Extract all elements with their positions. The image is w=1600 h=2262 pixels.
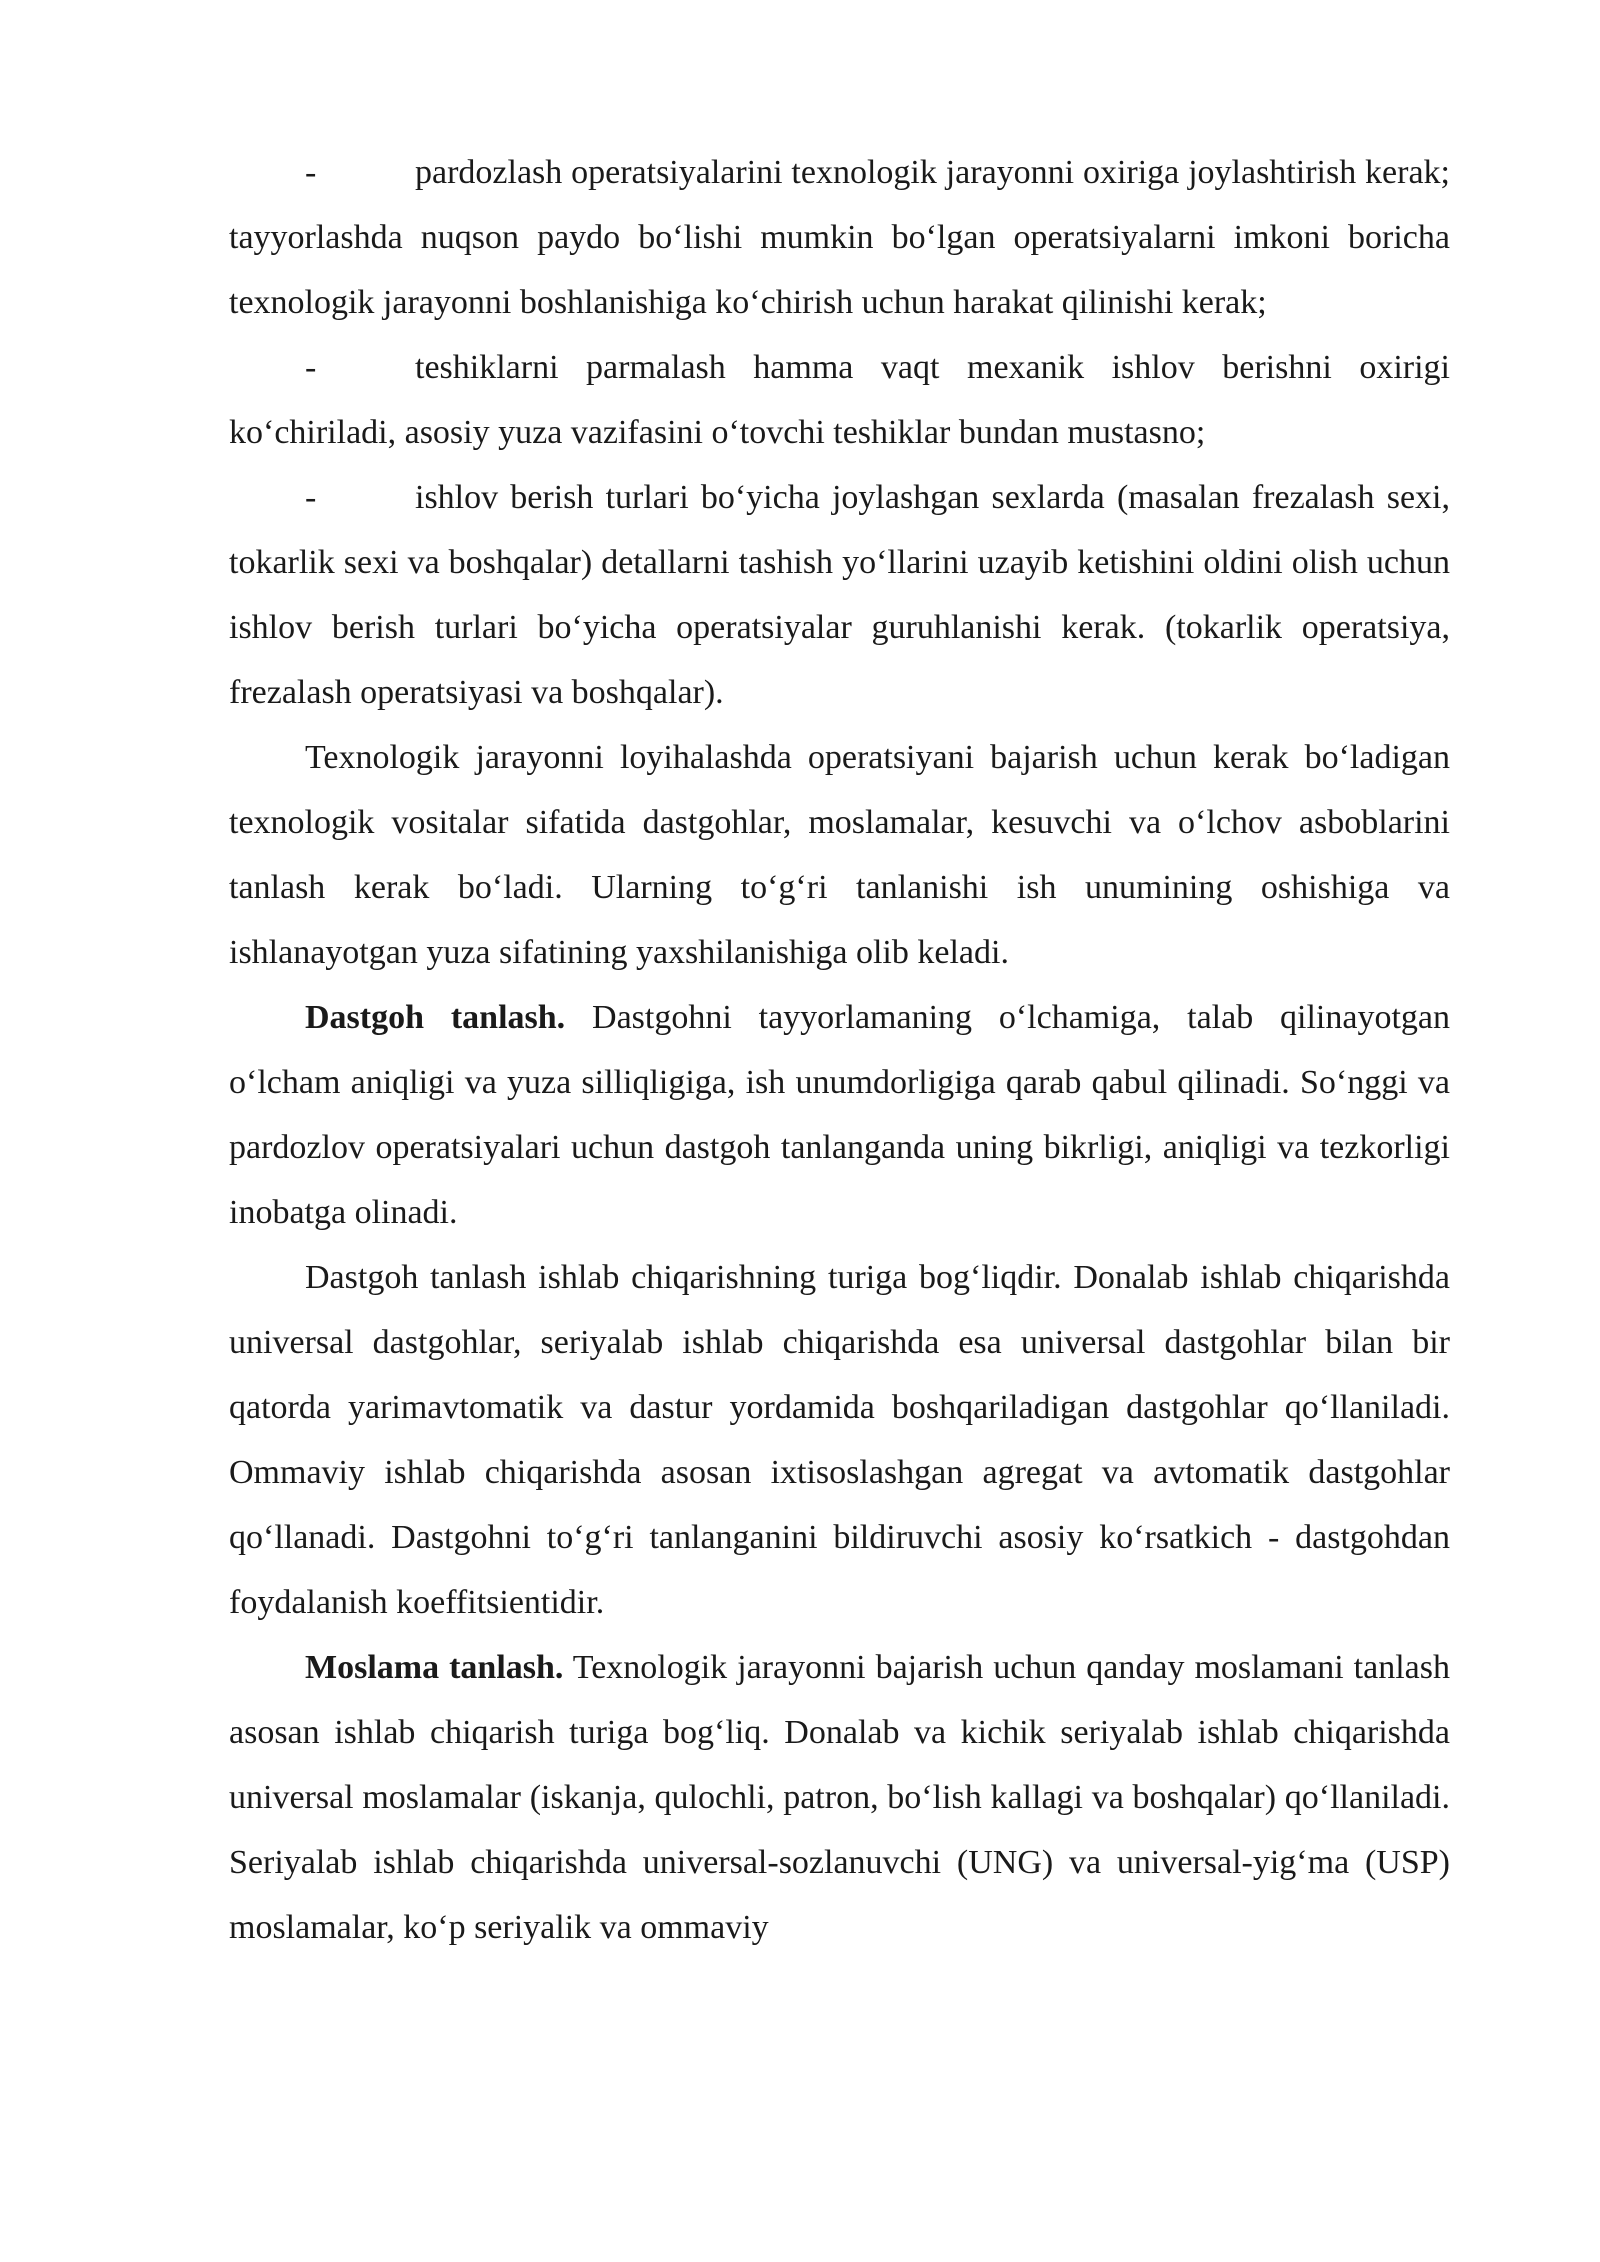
machine-selection-text: Dastgohni tayyorlamaning o‘lchamiga, talab qilinayotgan o‘lcham aniqligi va yuza silliqligiga, ish unumdorligiga qarab qabul qilinadi. So‘nggi va pardozlov operatsiyalari uchun dastgoh tanlanganda uning bikrligi, aniqligi va tezkorligi inobatga olinadi. bbox=[229, 999, 1451, 1231]
paragraph-tech-process: Texnologik jarayonni loyihalashda operatsiyani bajarish uchun kerak bo‘ladigan texnologik vositalar sifatida dastgohlar, moslamalar, kesuvchi va o‘lchov asboblarini tanlash kerak bo‘ladi. Ularning to‘g‘ri tanlanishi ish unumining oshishiga va ishlanayotgan yuza sifatining yaxshilanishiga olib keladi. bbox=[229, 739, 1450, 971]
bullet-text: teshiklarni parmalash hamma vaqt mexanik ishlov berishni oxirigi ko‘chiriladi, asosiy yuza vazifasini o‘tovchi teshiklar bundan mustasno; bbox=[229, 349, 1450, 451]
bullet-dash: - bbox=[305, 479, 317, 516]
paragraph-machine-selection bbox=[229, 985, 1450, 1245]
bullet-item-finishing bbox=[229, 140, 1450, 335]
bullet-text: ishlov berish turlari bo‘yicha joylashgan sexlarda (masalan frezalash sexi, tokarlik sexi va boshqalar) detallarni tashish yo‘llarini uzayib ketishini oldini olish uchun ishlov berish turlari bo‘yicha operatsiyalar guruhlanishi kerak. (tokarlik operatsiya, frezalash operatsiyasi va boshqalar). bbox=[229, 479, 1450, 711]
bullet-item-drilling bbox=[229, 335, 1450, 465]
machine-selection-heading: Dastgoh tanlash. bbox=[305, 999, 566, 1036]
fixture-selection-heading: Moslama tanlash. bbox=[305, 1649, 564, 1686]
fixture-selection-text: Texnologik jarayonni bajarish uchun qanday moslamani tanlash asosan ishlab chiqarish turiga bog‘liq. Donalab va kichik seriyalab ishlab chiqarishda universal moslamalar (iskanja, qulochli, patron, bo‘lish kallagi va boshqalar) qo‘llaniladi. Seriyalab ishlab chiqarishda universal-sozlanuvchi (UNG) va universal-yig‘ma (USP) moslamalar, ko‘p seriyalik va ommaviy bbox=[229, 1649, 1450, 1946]
document-page bbox=[229, 140, 1450, 1960]
bullet-dash: - bbox=[305, 154, 317, 191]
bullet-dash: - bbox=[305, 349, 317, 386]
paragraph-fixture-selection bbox=[229, 1635, 1450, 1960]
bullet-item-grouping bbox=[229, 465, 1450, 725]
paragraph-machine-dependency: Dastgoh tanlash ishlab chiqarishning turiga bog‘liqdir. Donalab ishlab chiqarishda universal dastgohlar, seriyalab ishlab chiqarishda esa universal dastgohlar bilan bir qatorda yarimavtomatik va dastur yordamida boshqariladigan dastgohlar qo‘llaniladi. Ommaviy ishlab chiqarishda asosan ixtisoslashgan agregat va avtomatik dastgohlar qo‘llanadi. Dastgohni to‘g‘ri tanlanganini bildiruvchi asosiy ko‘rsatkich - dastgohdan foydalanish koeffitsientidir. bbox=[229, 1259, 1450, 1621]
bullet-text: pardozlash operatsiyalarini texnologik jarayonni oxiriga joylashtirish kerak; tayyorlashda nuqson paydo bo‘lishi mumkin bo‘lgan operatsiyalarni imkoni boricha texnologik jarayonni boshlanishiga ko‘chirish uchun harakat qilinishi kerak; bbox=[229, 154, 1450, 321]
